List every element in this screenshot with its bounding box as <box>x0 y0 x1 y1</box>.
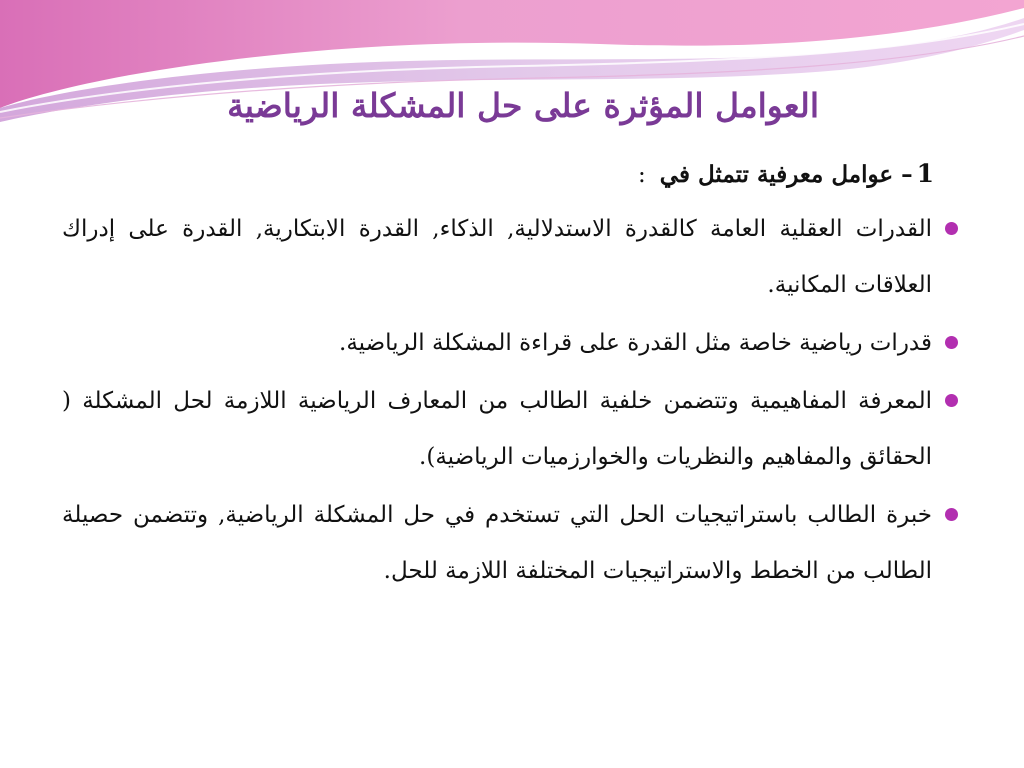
bullet-dot-icon <box>945 394 958 407</box>
bullet-dot-icon <box>945 222 958 235</box>
bullet-dot-icon <box>945 508 958 521</box>
subheading <box>62 155 962 193</box>
subheading-number: 1 <box>916 159 934 188</box>
bullet-text: المعرفة المفاهيمية وتتضمن خلفية الطالب من المعارف الرياضية اللازمة لحل المشكلة ( الحقائق والمفاهيم والنظريات والخوارزميات الرياضية). <box>62 387 932 470</box>
subheading-text: – عوامل معرفية تتمثل في <box>659 161 913 188</box>
bullet-text: خبرة الطالب باستراتيجيات الحل التي تستخدم في حل المشكلة الرياضية, وتتضمن حصيلة الطالب من الخطط والاستراتيجيات المختلفة اللازمة للحل. <box>62 501 932 584</box>
bullet-item <box>62 373 962 485</box>
bullet-text: القدرات العقلية العامة كالقدرة الاستدلالية, الذكاء, القدرة الابتكارية, القدرة على إدراك العلاقات المكانية. <box>62 215 932 298</box>
bullet-item <box>62 315 962 371</box>
bullet-list <box>62 201 962 599</box>
slide-title: العوامل المؤثرة على حل المشكلة الرياضية <box>227 86 819 125</box>
bullet-item <box>62 487 962 599</box>
bullet-item <box>62 201 962 313</box>
subheading-colon: : <box>638 162 646 188</box>
slide-content <box>62 155 962 601</box>
bullet-dot-icon <box>945 336 958 349</box>
bullet-text: قدرات رياضية خاصة مثل القدرة على قراءة المشكلة الرياضية. <box>339 329 932 356</box>
